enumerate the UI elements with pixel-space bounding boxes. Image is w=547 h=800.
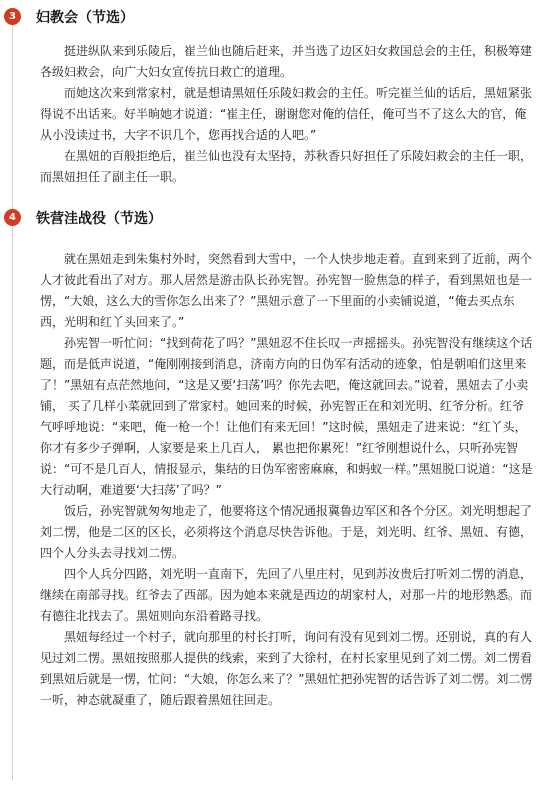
timeline-line xyxy=(12,12,13,780)
section-body xyxy=(40,41,535,188)
section-title: 妇教会（节选） xyxy=(36,10,134,26)
paragraph: 四个人兵分四路，刘光明一直南下，先回了八里庄村，见到苏汝贵后打听刘二愣的消息，继续在南部寻找。红爷去了西部。因为她本来就是西边的胡家村人，对那一片的地形熟悉。而有德往北找去了。黑妞则向东沿着路寻找。 xyxy=(40,567,533,623)
paragraph: 孙宪智一听忙问：“找到荷花了吗？”黑妞忍不住长叹一声摇摇头。孙宪智没有继续这个话题，而是低声说道，“俺刚刚接到消息，济南方向的日伪军有活动的迹象，怕是朝咱们这里来了！”黑妞有点茫然地问，“这是又要‘扫荡’吗？你先去吧，俺这就回去。”说着，黑妞去了小卖铺， 买了几样小菜就回到了常家村。她回来的时候，孙宪智正在和刘光明、红爷分析。红爷气呼呼地说：“来吧，俺一枪一个！让他们有来无回！”这时候，黑妞走了进来说：“红丫头，你才有多少子弹啊，人家要是来上几百人， 累也把你累死！”红爷刚想说什么，只听孙宪智说：“可不是几百人，情报显示，集结的日伪军密密麻麻，和蚂蚁一样。”黑妞脱口说道：“这是大行动啊，难道要‘大扫荡’了吗？” xyxy=(40,336,533,497)
section-body xyxy=(40,249,535,711)
paragraph: 在黑妞的百般拒绝后，崔兰仙也没有太坚持，苏秋香只好担任了乐陵妇救会的主任一职，而黑妞担任了副主任一职。 xyxy=(40,149,533,184)
paragraph: 而她这次来到常家村，就是想请黑妞任乐陵妇救会的主任。听完崔兰仙的话后，黑妞紧张得说不出话来。好半晌她才说道：“崔主任，谢谢您对俺的信任，俺可当不了这么大的官，俺从小没读过书，大字不识几个，您再找合适的人吧。” xyxy=(40,86,533,142)
paragraph: 挺进纵队来到乐陵后，崔兰仙也随后赶来，并当选了边区妇女救国总会的主任，积极筹建各级妇救会，向广大妇女宣传抗日救亡的道理。 xyxy=(40,44,533,79)
section-number-badge: 4 xyxy=(4,209,21,226)
paragraph: 就在黑妞走到朱集村外时，突然看到大雪中，一个人快步地走着。直到来到了近前，两个人才彼此看出了对方。那人居然是游击队长孙宪智。孙宪智一脸焦急的样子，看到黑妞也是一愣，“大娘，这么大的雪你怎么出来了？”黑妞示意了一下里面的小卖铺说道，“俺去买点东西，光明和红丫头回来了。” xyxy=(40,252,533,329)
section-number-badge: 3 xyxy=(4,8,21,25)
section-title: 铁营洼战役（节选） xyxy=(36,211,162,227)
paragraph: 饭后，孙宪智就匆匆地走了，他要将这个情况通报冀鲁边军区和各个分区。刘光明想起了刘二愣，他是二区的区长，必须将这个消息尽快告诉他。于是，刘光明、红爷、黑妞、有德，四个人分头去寻找刘二愣。 xyxy=(40,504,533,560)
paragraph: 黑妞每经过一个村子，就向那里的村长打听，询问有没有见到刘二愣。还别说，真的有人见过刘二愣。黑妞按照那人提供的线索，来到了大徐村，在村长家里见到了刘二愣。刘二愣看到黑妞后就是一愣，忙问：“大娘，你怎么来了？”黑妞忙把孙宪智的话告诉了刘二愣。刘二愣一听，神态就凝重了，随后跟着黑妞往回走。 xyxy=(40,630,533,707)
